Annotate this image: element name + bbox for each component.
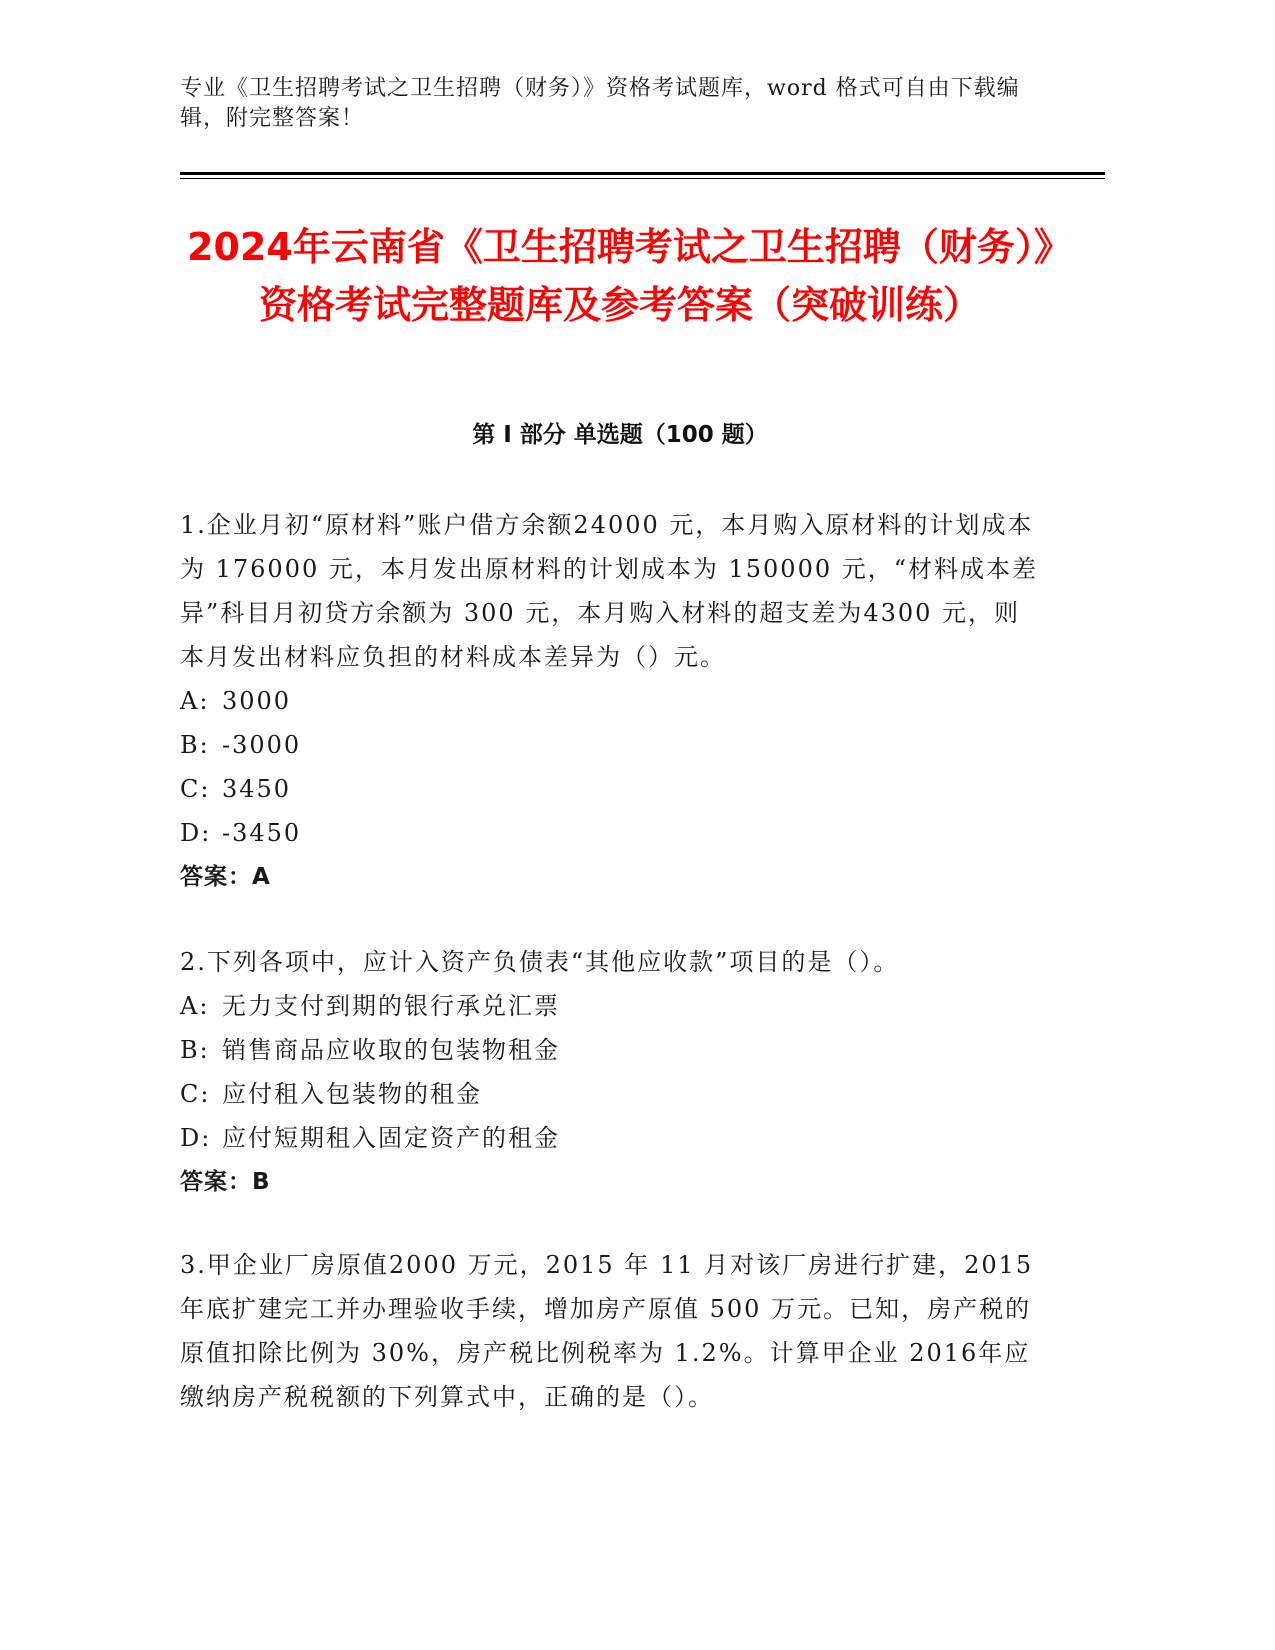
option-a (180, 679, 1040, 723)
header-rule-thick (180, 172, 1105, 175)
option-a (180, 984, 1040, 1028)
option-text: 应付短期租入固定资产的租金 (222, 1124, 560, 1152)
question-stem: 2.下列各项中，应计入资产负债表“其他应收款”项目的是（）。 (180, 948, 900, 976)
question-stem: 1.企业月初“原材料”账户借方余额24000 元，本月购入原材料的计划成本为 176000 元，本月发出原材料的计划成本为 150000 元，“材料成本差异”科目月初贷方余额为 300 元，本月购入材料的超支差为4300 元，则本月发出材料应负担的材料成本差异为（）元。 (180, 511, 1039, 671)
question-stem: 3.甲企业厂房原值2000 万元，2015 年 11 月对该厂房进行扩建，2015年底扩建完工并办理验收手续，增加房产原值 500 万元。已知，房产税的原值扣除比例为 30%，房产税比例税率为 1.2%。计算甲企业 2016年应缴纳房产税税额的下列算式中，正确的是（）。 (180, 1251, 1034, 1411)
option-letter: A: (180, 687, 210, 715)
option-b (180, 723, 1040, 767)
answer-line: 答案：B (180, 1169, 271, 1195)
option-text: 无力支付到期的银行承兑汇票 (222, 992, 560, 1020)
option-c (180, 767, 1040, 811)
document-title: 2024年云南省《卫生招聘考试之卫生招聘（财务）》资格考试完整题库及参考答案（突破训练） (187, 225, 1053, 327)
option-letter: C: (180, 775, 211, 803)
option-letter: A: (180, 992, 210, 1020)
option-letter: B: (180, 731, 210, 759)
header-note: 专业《卫生招聘考试之卫生招聘（财务）》资格考试题库，word 格式可自由下载编辑，附完整答案！ (180, 76, 1020, 131)
option-text: -3450 (222, 819, 302, 847)
question-1 (180, 503, 1040, 899)
option-d (180, 1116, 1040, 1160)
section-heading: 第 I 部分 单选题（100 题） (472, 422, 768, 448)
option-letter: C: (180, 1080, 211, 1108)
answer-line: 答案：A (180, 864, 271, 890)
option-text: 3450 (222, 775, 292, 803)
option-text: 3000 (222, 687, 292, 715)
option-c (180, 1072, 1040, 1116)
option-letter: D: (180, 1124, 212, 1152)
option-text: 应付租入包装物的租金 (222, 1080, 482, 1108)
header-rule-thin (180, 178, 1105, 179)
option-d (180, 811, 1040, 855)
question-2 (180, 940, 1040, 1204)
question-3 (180, 1243, 1040, 1419)
option-letter: B: (180, 1036, 210, 1064)
option-text: 销售商品应收取的包装物租金 (222, 1036, 560, 1064)
option-letter: D: (180, 819, 212, 847)
option-text: -3000 (222, 731, 302, 759)
option-b (180, 1028, 1040, 1072)
